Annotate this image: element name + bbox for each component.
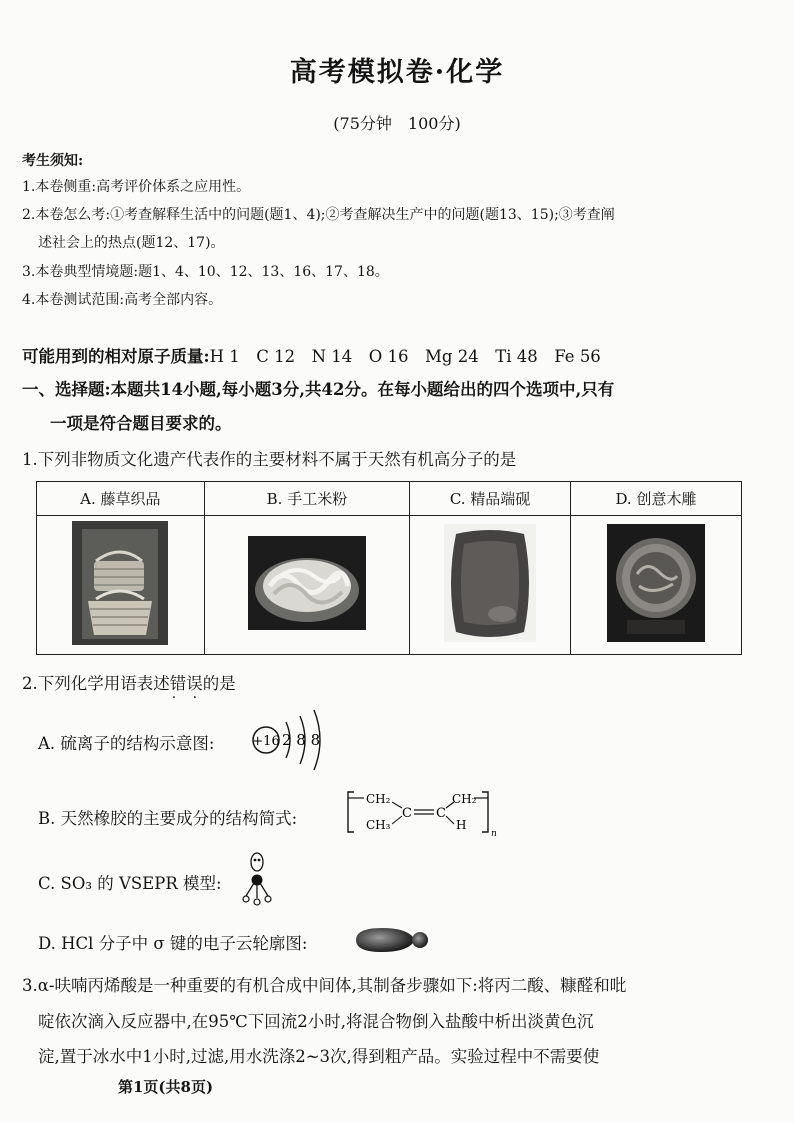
- rattan-basket-image: [72, 521, 168, 645]
- formula-ch2-left: CH₂: [366, 792, 391, 806]
- question-3-line-2: 啶依次滴入反应器中,在95℃下回流2小时,将混合物倒入盐酸中析出淡黄色沉: [38, 1012, 594, 1031]
- question-2-option-d: D. HCl 分子中 σ 键的电子云轮廓图:: [38, 934, 308, 953]
- formula-n: n: [491, 829, 497, 838]
- option-a-label: A. 藤草织品: [37, 482, 205, 516]
- formula-ch2-right: CH₂: [452, 792, 477, 806]
- notice-item-2-cont: 述社会上的热点(题12、17)。: [38, 235, 225, 251]
- inkstone-image: [444, 524, 536, 642]
- rice-noodle-image: [248, 536, 366, 630]
- electron-shells: 2 8 8: [282, 731, 321, 749]
- question-2-stem-post: 的是: [202, 674, 236, 693]
- question-2-option-b: B. 天然橡胶的主要成分的结构简式:: [38, 809, 298, 828]
- nucleus-charge: +16: [252, 734, 280, 749]
- question-1-stem: 1.下列非物质文化遗产代表作的主要材料不属于天然有机高分子的是: [22, 450, 517, 469]
- page-number: 第1页(共8页): [118, 1078, 214, 1096]
- page-title: 高考模拟卷·化学: [289, 57, 505, 88]
- option-d-label: D. 创意木雕: [570, 482, 741, 516]
- formula-h: H: [456, 818, 467, 832]
- natural-rubber-structure: [346, 786, 502, 838]
- question-3-line-1: 3.α-呋喃丙烯酸是一种重要的有机合成中间体,其制备步骤如下:将丙二酸、糠醛和吡: [22, 976, 627, 995]
- question-1-option-table: [36, 481, 742, 655]
- option-c-label: C. 精品端砚: [410, 482, 571, 516]
- notice-item-4: 4.本卷测试范围:高考全部内容。: [22, 292, 223, 308]
- question-2-stem-pre: 2.下列化学用语表述: [22, 674, 170, 693]
- question-2-stem: [22, 670, 236, 694]
- formula-c2: C: [436, 806, 446, 821]
- option-a-image-cell: [37, 516, 205, 655]
- exam-duration-score: (75分钟 100分): [333, 114, 461, 133]
- wood-carving-image: [607, 524, 705, 642]
- section-1-instructions-cont: 一项是符合题目要求的。: [50, 414, 232, 433]
- question-2-option-c: C. SO₃ 的 VSEPR 模型:: [38, 874, 222, 893]
- option-c-image-cell: [410, 516, 571, 655]
- notice-item-2: 2.本卷怎么考:①考查解释生活中的问题(题1、4);②考查解决生产中的问题(题13、15);③考查阐: [22, 207, 615, 223]
- question-2-emphasis: 错误 · ·: [170, 674, 203, 693]
- sigma-bond-electron-cloud: [352, 926, 432, 954]
- option-b-label: B. 手工米粉: [204, 482, 410, 516]
- option-b-image-cell: [204, 516, 410, 655]
- notice-item-1: 1.本卷侧重:高考评价体系之应用性。: [22, 179, 251, 195]
- formula-c1: C: [402, 806, 412, 821]
- atomic-masses-values: H 1 C 12 N 14 O 16 Mg 24 Ti 48 Fe 56: [209, 347, 601, 366]
- atomic-masses: [22, 343, 601, 367]
- formula-ch3: CH₃: [366, 818, 391, 832]
- option-d-image-cell: [570, 516, 741, 655]
- vsepr-model-diagram: [242, 852, 272, 912]
- sulfide-ion-diagram: [248, 704, 338, 776]
- notice-heading: 考生须知:: [22, 153, 84, 169]
- notice-item-3: 3.本卷典型情境题:题1、4、10、12、13、16、17、18。: [22, 264, 389, 280]
- atomic-masses-label: 可能用到的相对原子质量:: [22, 347, 210, 366]
- section-1-instructions: 一、选择题:本题共14小题,每小题3分,共42分。在每小题给出的四个选项中,只有: [22, 380, 615, 399]
- question-2-option-a: A. 硫离子的结构示意图:: [38, 734, 215, 753]
- question-3-line-3: 淀,置于冰水中1小时,过滤,用水洗涤2~3次,得到粗产品。实验过程中不需要使: [38, 1047, 600, 1066]
